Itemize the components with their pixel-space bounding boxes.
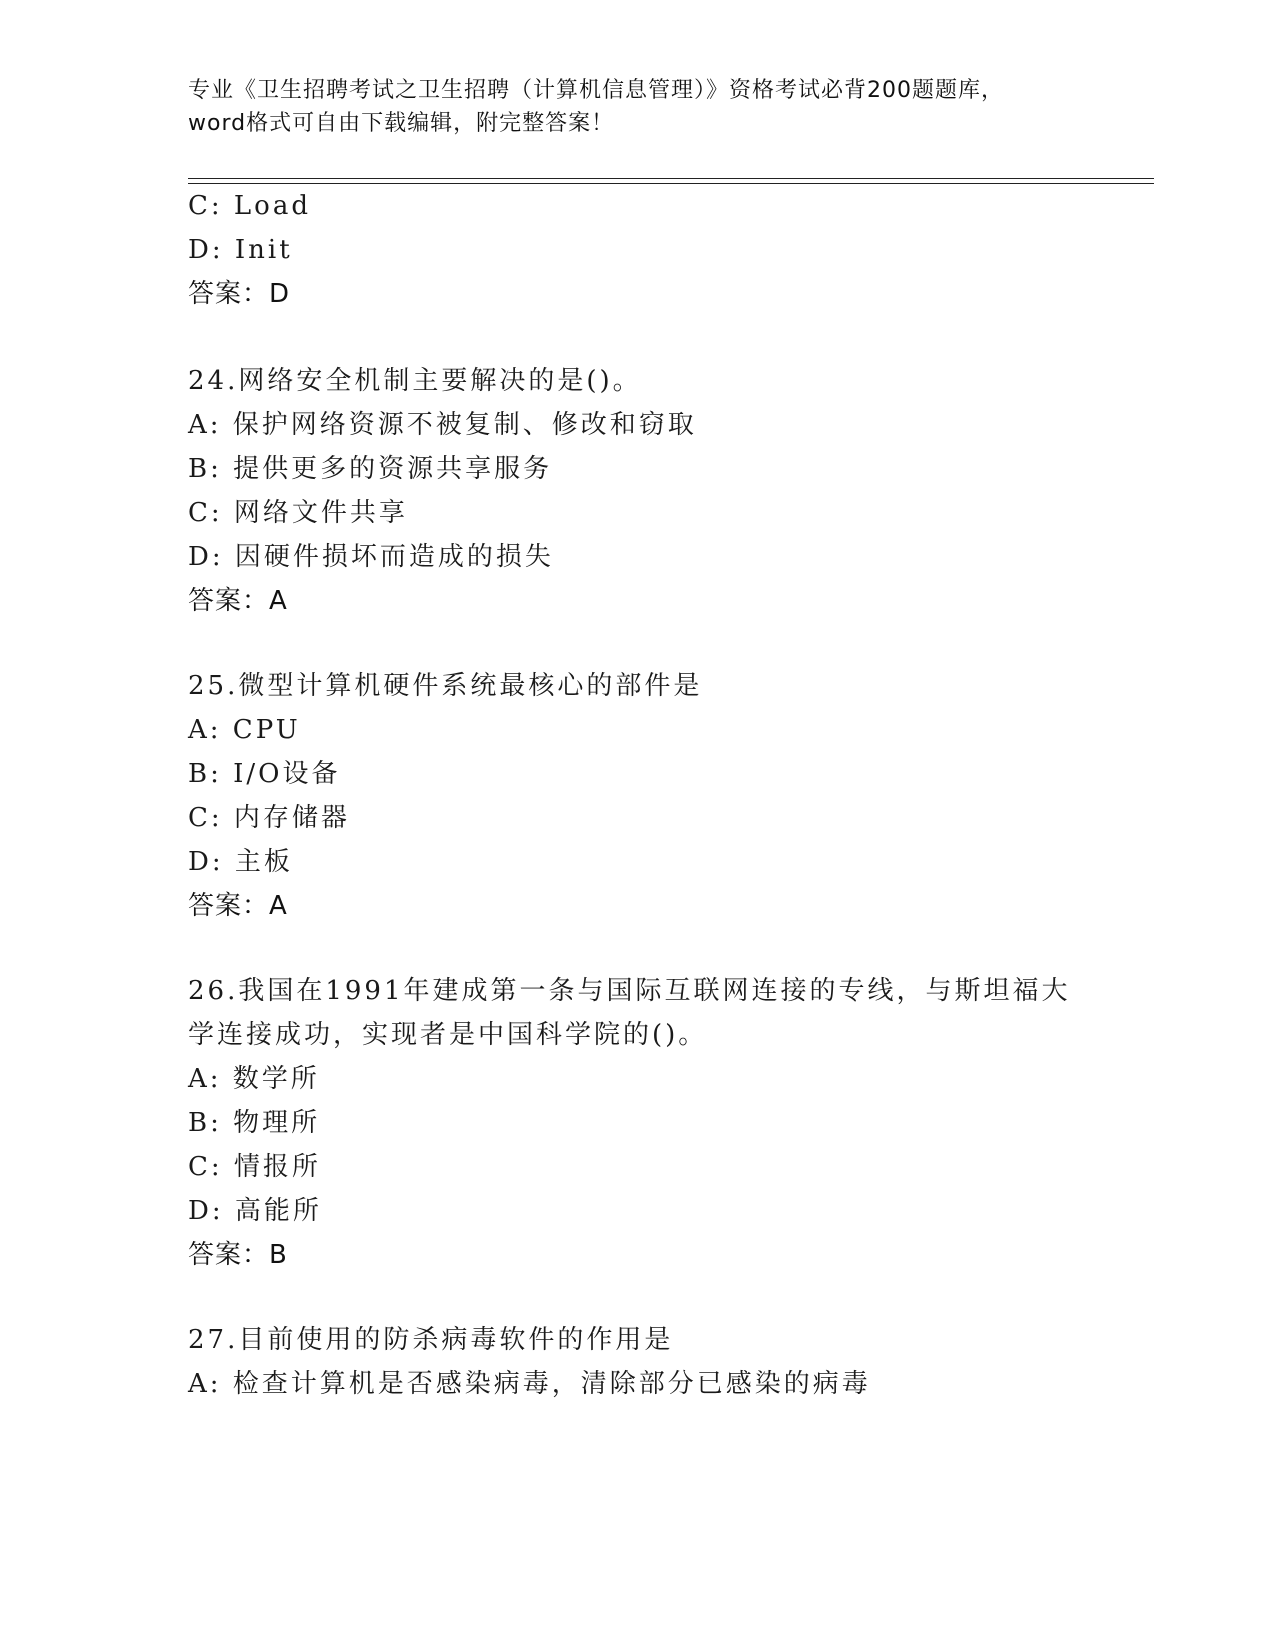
option-d-q25: D: 主板	[188, 847, 293, 877]
header-line-1: 专业《卫生招聘考试之卫生招聘（计算机信息管理）》资格考试必背200题题库，	[188, 78, 1004, 103]
option-b-q25: B: I/O设备	[188, 759, 341, 789]
question-26-line-2: 学连接成功，实现者是中国科学院的()。	[188, 1020, 708, 1050]
question-24: 24.网络安全机制主要解决的是()。	[188, 366, 642, 396]
option-d-q26: D: 高能所	[188, 1196, 322, 1226]
option-c-q26: C: 情报所	[188, 1152, 321, 1182]
option-d-q23: D: Init	[188, 235, 293, 265]
option-a-q25: A: CPU	[188, 715, 301, 745]
answer-q23: 答案：D	[188, 279, 291, 309]
option-c-q24: C: 网络文件共享	[188, 498, 408, 528]
answer-q24: 答案：A	[188, 586, 288, 616]
option-b-q26: B: 物理所	[188, 1108, 321, 1138]
option-c-q23: C: Load	[188, 191, 311, 221]
option-b-q24: B: 提供更多的资源共享服务	[188, 454, 553, 484]
option-a-q27: A: 检查计算机是否感染病毒，清除部分已感染的病毒	[188, 1369, 871, 1399]
document-header	[188, 74, 1088, 140]
option-a-q24: A: 保护网络资源不被复制、修改和窃取	[188, 410, 697, 440]
question-27: 27.目前使用的防杀病毒软件的作用是	[188, 1325, 674, 1355]
answer-q25: 答案：A	[188, 891, 288, 921]
question-26-line-1: 26.我国在1991年建成第一条与国际互联网连接的专线，与斯坦福大	[188, 976, 1071, 1006]
header-rule-top	[188, 178, 1154, 179]
question-25: 25.微型计算机硬件系统最核心的部件是	[188, 671, 703, 701]
header-line-2: word格式可自由下载编辑，附完整答案！	[188, 111, 615, 136]
answer-q26: 答案：B	[188, 1240, 288, 1270]
header-rule-bottom	[188, 183, 1154, 184]
option-c-q25: C: 内存储器	[188, 803, 350, 833]
option-a-q26: A: 数学所	[188, 1064, 320, 1094]
option-d-q24: D: 因硬件损坏而造成的损失	[188, 542, 554, 572]
